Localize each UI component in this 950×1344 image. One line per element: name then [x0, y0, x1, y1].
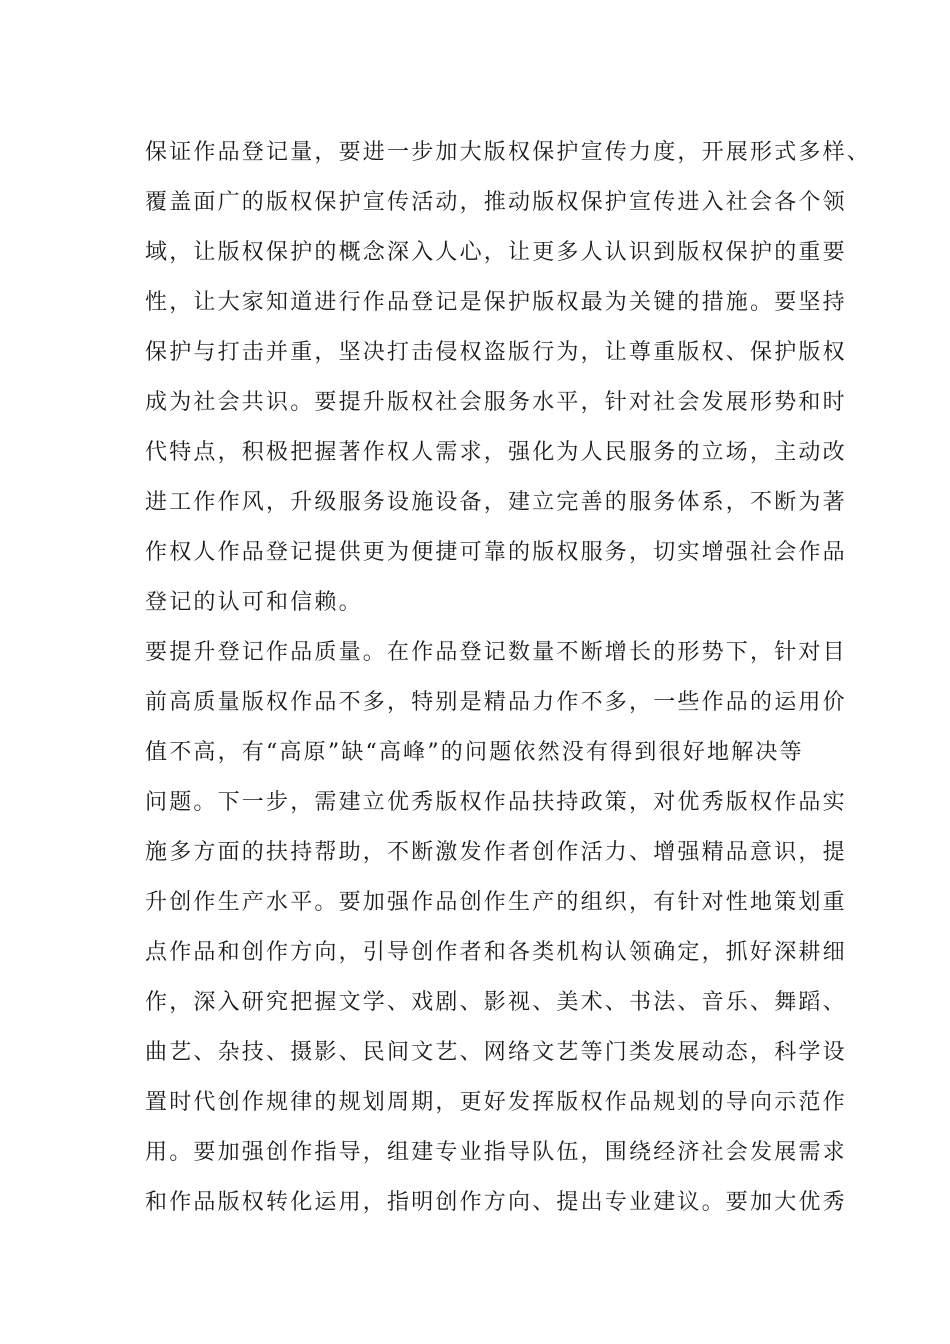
text-line: 点作品和创作方向，引导创作者和各类机构认领确定，抓好深耕细: [145, 940, 847, 965]
text-line: 域，让版权保护的概念深入人心，让更多人认识到版权保护的重要: [145, 240, 847, 265]
text-line: 升创作生产水平。要加强作品创作生产的组织，有针对性地策划重: [145, 890, 847, 915]
text-line: 覆盖面广的版权保护宣传活动，推动版权保护宣传进入社会各个领: [145, 190, 847, 215]
text-line: 问题。下一步，需建立优秀版权作品扶持政策，对优秀版权作品实: [145, 790, 847, 815]
text-line: 保护与打击并重，坚决打击侵权盗版行为，让尊重版权、保护版权: [145, 340, 847, 365]
text-line: 施多方面的扶持帮助，不断激发作者创作活力、增强精品意识，提: [145, 840, 847, 865]
text-line: 要提升登记作品质量。在作品登记数量不断增长的形势下，针对目: [145, 640, 847, 665]
text-line: 置时代创作规律的规划周期，更好发挥版权作品规划的导向示范作: [145, 1090, 847, 1115]
text-line: 值不高，有“高原”缺“高峰”的问题依然没有得到很好地解决等: [145, 740, 804, 765]
text-line: 登记的认可和信赖。: [145, 590, 363, 615]
text-line: 作，深入研究把握文学、戏剧、影视、美术、书法、音乐、舞蹈、: [145, 990, 847, 1015]
text-line: 进工作作风，升级服务设施设备，建立完善的服务体系，不断为著: [145, 490, 847, 515]
text-line: 性，让大家知道进行作品登记是保护版权最为关键的措施。要坚持: [145, 290, 847, 315]
text-line: 成为社会共识。要提升版权社会服务水平，针对社会发展形势和时: [145, 390, 847, 415]
text-line: 用。要加强创作指导，组建专业指导队伍，围绕经济社会发展需求: [145, 1140, 847, 1165]
text-line: 曲艺、杂技、摄影、民间文艺、网络文艺等门类发展动态，科学设: [145, 1040, 847, 1065]
text-line: 和作品版权转化运用，指明创作方向、提出专业建议。要加大优秀: [145, 1190, 847, 1215]
text-line: 前高质量版权作品不多，特别是精品力作不多，一些作品的运用价: [145, 690, 847, 715]
body-text: [145, 128, 872, 1228]
text-line: 代特点，积极把握著作权人需求，强化为人民服务的立场，主动改: [145, 440, 847, 465]
text-line: 作权人作品登记提供更为便捷可靠的版权服务，切实增强社会作品: [145, 540, 847, 565]
text-line: 保证作品登记量，要进一步加大版权保护宣传力度，开展形式多样、: [145, 140, 872, 165]
